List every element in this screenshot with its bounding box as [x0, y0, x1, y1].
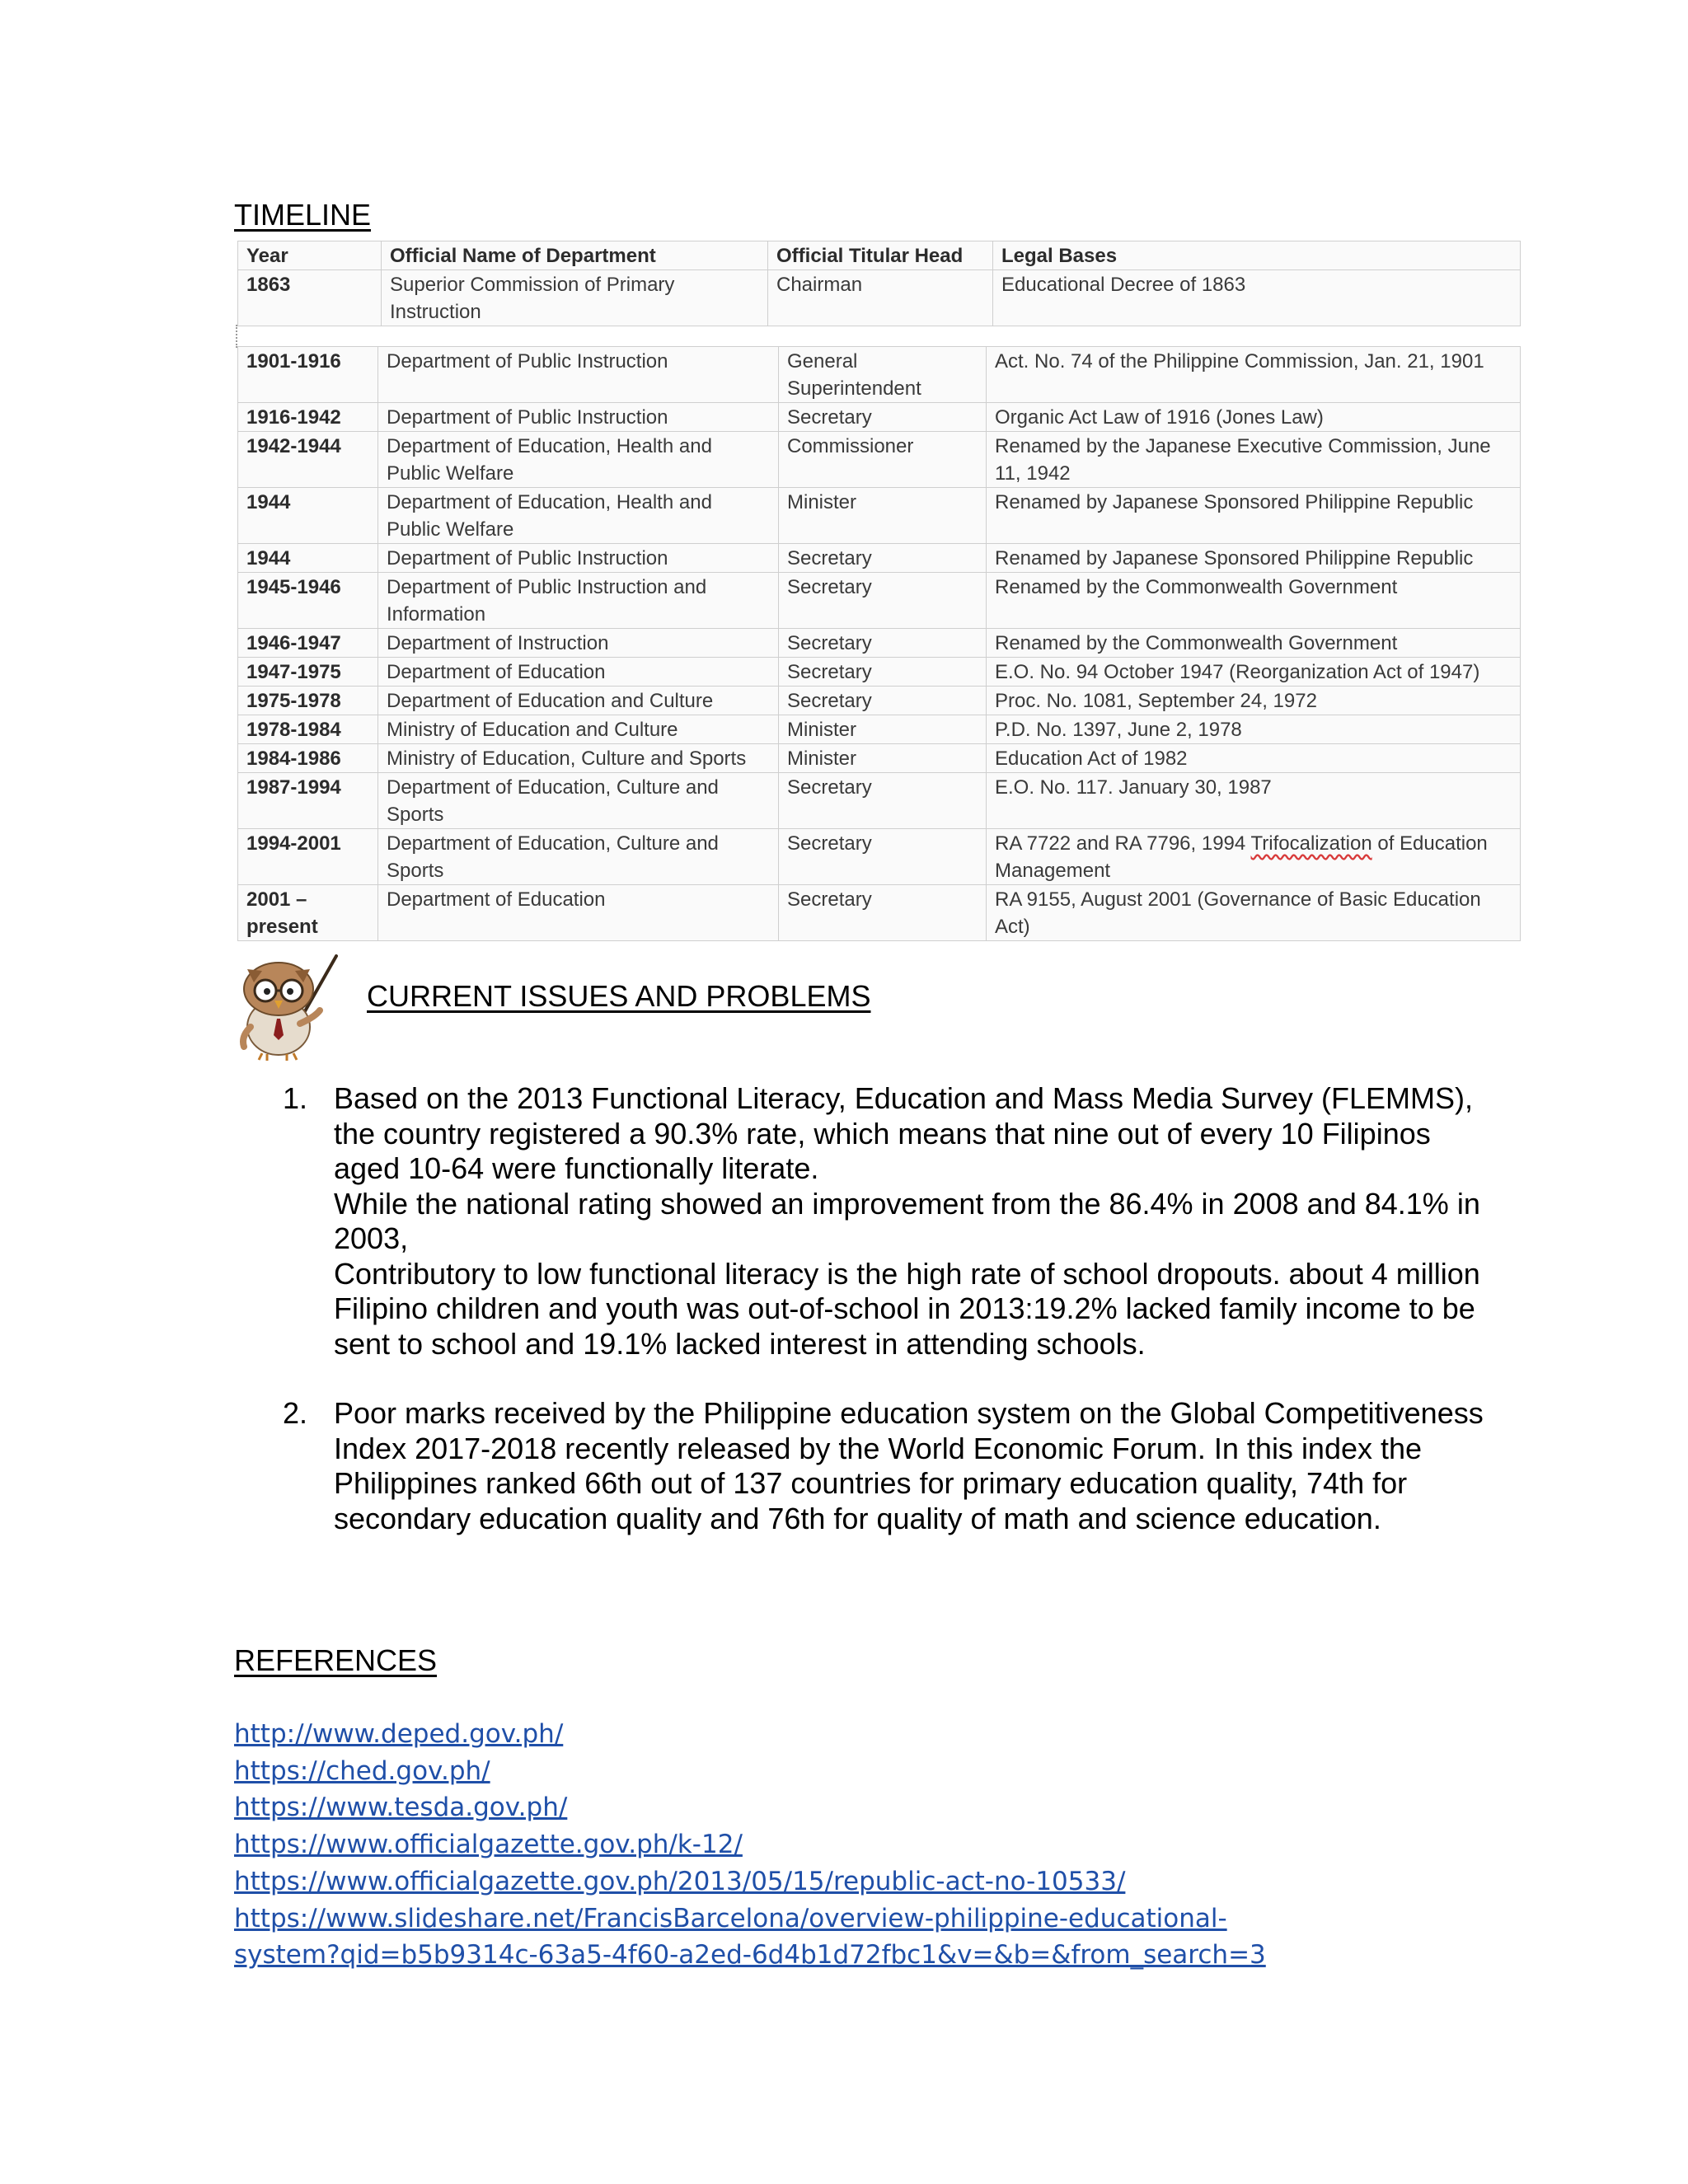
head-cell: Minister — [779, 744, 987, 773]
table-row — [238, 658, 1521, 687]
head-cell: Secretary — [779, 885, 987, 941]
reference-link-deped[interactable]: http://www.deped.gov.ph/ — [234, 1719, 564, 1749]
legal-cell: RA 9155, August 2001 (Governance of Basic Education Act) — [987, 885, 1521, 941]
list-number: 2. — [283, 1396, 308, 1430]
legal-cell: Proc. No. 1081, September 24, 1972 — [987, 687, 1521, 715]
year-cell: 1984-1986 — [238, 744, 378, 773]
legal-cell: Renamed by the Commonwealth Government — [987, 573, 1521, 629]
table-row — [238, 829, 1521, 885]
table-row — [238, 544, 1521, 573]
table-row — [238, 773, 1521, 829]
head-cell: Secretary — [779, 829, 987, 885]
year-cell: 2001 – present — [238, 885, 378, 941]
owl-teacher-icon — [229, 948, 351, 1063]
year-cell: 1994-2001 — [238, 829, 378, 885]
references-list — [234, 1716, 1553, 1974]
year-cell: 1916-1942 — [238, 403, 378, 432]
legal-cell: Act. No. 74 of the Philippine Commission, Jan. 21, 1901 — [987, 347, 1521, 403]
reference-link-tesda[interactable]: https://www.tesda.gov.ph/ — [234, 1793, 568, 1823]
legal-cell: Renamed by Japanese Sponsored Philippine Republic — [987, 544, 1521, 573]
timeline-header-row — [238, 241, 1521, 270]
legal-cell: Educational Decree of 1863 — [993, 270, 1521, 326]
issues-heading: CURRENT ISSUES AND PROBLEMS — [367, 979, 871, 1013]
reference-link-gazette-k12[interactable]: https://www.officialgazette.gov.ph/k-12/ — [234, 1830, 743, 1860]
department-cell: Department of Education — [378, 885, 779, 941]
head-cell: Secretary — [779, 629, 987, 658]
year-cell: 1978-1984 — [238, 715, 378, 744]
department-cell: Ministry of Education, Culture and Sports — [378, 744, 779, 773]
head-cell: Minister — [779, 715, 987, 744]
table-row — [238, 687, 1521, 715]
head-cell: Secretary — [779, 573, 987, 629]
legal-cell: P.D. No. 1397, June 2, 1978 — [987, 715, 1521, 744]
department-cell: Department of Public Instruction and Information — [378, 573, 779, 629]
department-cell: Department of Public Instruction — [378, 544, 779, 573]
head-cell: Secretary — [779, 544, 987, 573]
department-cell: Department of Education, Culture and Sports — [378, 829, 779, 885]
column-header-head: Official Titular Head — [768, 241, 993, 270]
legal-cell — [987, 829, 1521, 885]
table-row — [238, 715, 1521, 744]
table-gap-marker — [236, 325, 239, 348]
legal-cell: Renamed by the Commonwealth Government — [987, 629, 1521, 658]
reference-link-slideshare-continued[interactable]: system?qid=b5b9314c-63a5-4f60-a2ed-6d4b1d72fbc1&v=&b=&from_search=3 — [234, 1940, 1266, 1971]
paragraph: Contributory to low functional literacy is the high rate of school dropouts. about 4 million Filipino children and youth was out-of-school in 2013:19.2% lacked family income to be sent to school and 19.1% lacked interest in attending schools. — [334, 1256, 1480, 1361]
year-cell: 1946-1947 — [238, 629, 378, 658]
list-item-body — [334, 1396, 1494, 1536]
table-row — [238, 744, 1521, 773]
head-cell: Secretary — [779, 773, 987, 829]
list-number: 1. — [283, 1081, 308, 1115]
legal-cell: Renamed by the Japanese Executive Commission, June 11, 1942 — [987, 432, 1521, 488]
table-row — [238, 270, 1521, 326]
list-item — [283, 1396, 1494, 1536]
department-cell: Department of Education — [378, 658, 779, 687]
head-cell: Commissioner — [779, 432, 987, 488]
year-cell: 1975-1978 — [238, 687, 378, 715]
legal-cell: Organic Act Law of 1916 (Jones Law) — [987, 403, 1521, 432]
year-cell: 1945-1946 — [238, 573, 378, 629]
department-cell: Department of Instruction — [378, 629, 779, 658]
table-row — [238, 885, 1521, 941]
column-header-legal: Legal Bases — [993, 241, 1521, 270]
year-cell: 1944 — [238, 544, 378, 573]
legal-cell: E.O. No. 117. January 30, 1987 — [987, 773, 1521, 829]
timeline-header-table — [237, 241, 1521, 326]
legal-cell: Renamed by Japanese Sponsored Philippine Republic — [987, 488, 1521, 544]
head-cell: Secretary — [779, 658, 987, 687]
legal-text-before: RA 7722 and RA 7796, 1994 — [995, 832, 1251, 855]
department-cell: Department of Public Instruction — [378, 403, 779, 432]
reference-link-slideshare[interactable]: https://www.slideshare.net/FrancisBarcelona/overview-philippine-educational- — [234, 1903, 1227, 1933]
reference-link-gazette-ra10533[interactable]: https://www.officialgazette.gov.ph/2013/05/15/republic-act-no-10533/ — [234, 1866, 1126, 1896]
head-cell: Minister — [779, 488, 987, 544]
year-cell: 1987-1994 — [238, 773, 378, 829]
paragraph: Based on the 2013 Functional Literacy, Education and Mass Media Survey (FLEMMS), the country registered a 90.3% rate, which means that nine out of every 10 Filipinos aged 10-64 were functionally literate. — [334, 1081, 1474, 1185]
legal-cell: E.O. No. 94 October 1947 (Reorganization Act of 1947) — [987, 658, 1521, 687]
table-row — [238, 488, 1521, 544]
spellcheck-marked-word: Trifocalization — [1250, 832, 1372, 855]
list-item-body — [334, 1081, 1494, 1361]
department-cell: Department of Education and Culture — [378, 687, 779, 715]
table-row — [238, 432, 1521, 488]
department-cell: Department of Education, Health and Public Welfare — [378, 488, 779, 544]
list-item — [283, 1081, 1494, 1361]
head-cell: Secretary — [779, 403, 987, 432]
department-cell: Ministry of Education and Culture — [378, 715, 779, 744]
year-cell: 1947-1975 — [238, 658, 378, 687]
department-cell: Department of Public Instruction — [378, 347, 779, 403]
legal-text-after: of Education Management — [995, 832, 1488, 882]
table-row — [238, 347, 1521, 403]
timeline-table — [237, 346, 1521, 941]
timeline-heading: TIMELINE — [234, 198, 372, 232]
paragraph: Poor marks received by the Philippine education system on the Global Competitiveness Index 2017-2018 recently released by the World Economic Forum. In this index the Philippines ranked 66th out of 137 countries for primary education quality, 74th for secondary education quality and 76th for quality of math and science education. — [334, 1396, 1484, 1535]
year-cell: 1863 — [238, 270, 382, 326]
department-cell: Department of Education, Culture and Sports — [378, 773, 779, 829]
column-header-department: Official Name of Department — [382, 241, 768, 270]
year-cell: 1944 — [238, 488, 378, 544]
references-heading: REFERENCES — [234, 1643, 438, 1677]
table-row — [238, 573, 1521, 629]
head-cell: Secretary — [779, 687, 987, 715]
year-cell: 1901-1916 — [238, 347, 378, 403]
head-cell: General Superintendent — [779, 347, 987, 403]
paragraph: While the national rating showed an improvement from the 86.4% in 2008 and 84.1% in 2003, — [334, 1186, 1480, 1255]
reference-link-ched[interactable]: https://ched.gov.ph/ — [234, 1755, 490, 1786]
department-cell: Superior Commission of Primary Instruction — [382, 270, 768, 326]
legal-cell: Education Act of 1982 — [987, 744, 1521, 773]
head-cell: Chairman — [768, 270, 993, 326]
table-row — [238, 403, 1521, 432]
year-cell: 1942-1944 — [238, 432, 378, 488]
department-cell: Department of Education, Health and Public Welfare — [378, 432, 779, 488]
column-header-year: Year — [238, 241, 382, 270]
table-row — [238, 629, 1521, 658]
